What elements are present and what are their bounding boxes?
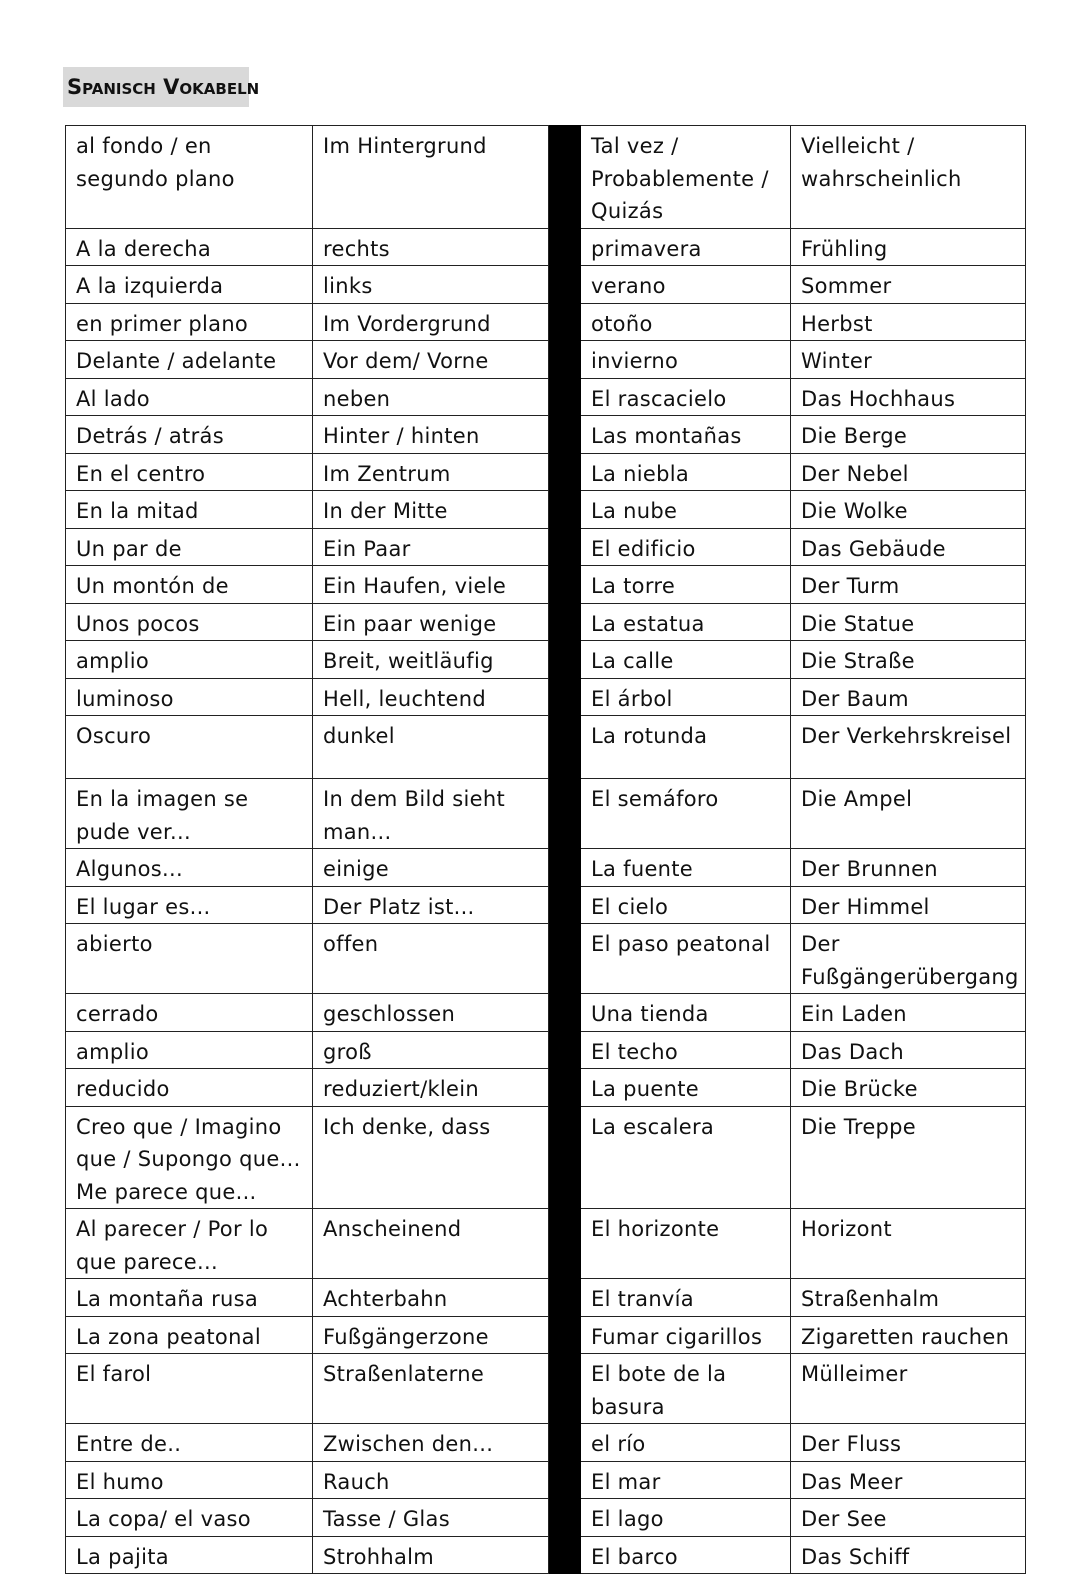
spanish-term-cell: A la derecha (66, 228, 313, 266)
spanish-term-cell: Una tienda (581, 994, 791, 1032)
table-row (66, 566, 1026, 604)
table-row (66, 1069, 1026, 1107)
spanish-term-cell: La fuente (581, 849, 791, 887)
column-separator (549, 453, 581, 491)
german-translation-cell: Der See (791, 1499, 1026, 1537)
table-row (66, 603, 1026, 641)
column-separator (549, 994, 581, 1032)
german-translation-cell: Das Schiff (791, 1536, 1026, 1574)
spanish-term-cell: Al parecer / Por lo que parece... (66, 1209, 313, 1279)
spanish-term-cell: El paso peatonal (581, 924, 791, 994)
german-translation-cell: Winter (791, 341, 1026, 379)
german-translation-cell: Im Vordergrund (313, 303, 549, 341)
german-translation-cell: Ich denke, dass (313, 1106, 549, 1209)
german-translation-cell: Das Hochhaus (791, 378, 1026, 416)
spanish-term-cell: La puente (581, 1069, 791, 1107)
german-translation-cell: Straßenhalm (791, 1279, 1026, 1317)
german-translation-cell: Der Himmel (791, 886, 1026, 924)
table-row (66, 228, 1026, 266)
spanish-term-cell: Algunos... (66, 849, 313, 887)
german-translation-cell: Die Wolke (791, 491, 1026, 529)
spanish-term-cell: invierno (581, 341, 791, 379)
column-separator (549, 641, 581, 679)
german-translation-cell: Der Nebel (791, 453, 1026, 491)
table-row (66, 341, 1026, 379)
spanish-term-cell: La escalera (581, 1106, 791, 1209)
column-separator (549, 341, 581, 379)
german-translation-cell: Der Turm (791, 566, 1026, 604)
column-separator (549, 266, 581, 304)
spanish-term-cell: Delante / adelante (66, 341, 313, 379)
table-row (66, 266, 1026, 304)
column-separator (549, 1069, 581, 1107)
german-translation-cell: dunkel (313, 716, 549, 779)
column-separator (549, 1461, 581, 1499)
german-translation-cell: Die Brücke (791, 1069, 1026, 1107)
column-separator (549, 1424, 581, 1462)
spanish-term-cell: La montaña rusa (66, 1279, 313, 1317)
table-row (66, 416, 1026, 454)
column-separator (549, 678, 581, 716)
column-separator (549, 528, 581, 566)
table-row (66, 994, 1026, 1032)
spanish-term-cell: amplio (66, 1031, 313, 1069)
spanish-term-cell: El rascacielo (581, 378, 791, 416)
table-row (66, 886, 1026, 924)
spanish-term-cell: el río (581, 1424, 791, 1462)
spanish-term-cell: Un montón de (66, 566, 313, 604)
column-separator (549, 716, 581, 779)
spanish-term-cell: Fumar cigarillos (581, 1316, 791, 1354)
spanish-term-cell: El horizonte (581, 1209, 791, 1279)
column-separator (549, 886, 581, 924)
spanish-term-cell: abierto (66, 924, 313, 994)
german-translation-cell: Achterbahn (313, 1279, 549, 1317)
column-separator (549, 1354, 581, 1424)
spanish-term-cell: El lago (581, 1499, 791, 1537)
german-translation-cell: Straßenlaterne (313, 1354, 549, 1424)
column-separator (549, 1209, 581, 1279)
table-row (66, 1031, 1026, 1069)
german-translation-cell: links (313, 266, 549, 304)
spanish-term-cell: Las montañas (581, 416, 791, 454)
spanish-term-cell: En la mitad (66, 491, 313, 529)
german-translation-cell: Ein Paar (313, 528, 549, 566)
german-translation-cell: Zwischen den... (313, 1424, 549, 1462)
column-separator (549, 1316, 581, 1354)
column-separator (549, 849, 581, 887)
table-row (66, 1279, 1026, 1317)
spanish-term-cell: El semáforo (581, 779, 791, 849)
column-separator (549, 924, 581, 994)
german-translation-cell: In der Mitte (313, 491, 549, 529)
table-row (66, 1499, 1026, 1537)
german-translation-cell: Hell, leuchtend (313, 678, 549, 716)
table-row (66, 1354, 1026, 1424)
column-separator (549, 603, 581, 641)
german-translation-cell: Das Meer (791, 1461, 1026, 1499)
german-translation-cell: Fußgängerzone (313, 1316, 549, 1354)
column-separator (549, 1536, 581, 1574)
german-translation-cell: neben (313, 378, 549, 416)
german-translation-cell: Das Dach (791, 1031, 1026, 1069)
spanish-term-cell: cerrado (66, 994, 313, 1032)
german-translation-cell: groß (313, 1031, 549, 1069)
spanish-term-cell: al fondo / en segundo plano (66, 126, 313, 229)
german-translation-cell: Der Fußgängerübergang (791, 924, 1026, 994)
german-translation-cell: Sommer (791, 266, 1026, 304)
spanish-term-cell: Oscuro (66, 716, 313, 779)
table-row (66, 924, 1026, 994)
spanish-term-cell: Al lado (66, 378, 313, 416)
german-translation-cell: geschlossen (313, 994, 549, 1032)
german-translation-cell: offen (313, 924, 549, 994)
german-translation-cell: Strohhalm (313, 1536, 549, 1574)
german-translation-cell: rechts (313, 228, 549, 266)
spanish-term-cell: El lugar es... (66, 886, 313, 924)
column-separator (549, 1031, 581, 1069)
column-separator (549, 1499, 581, 1537)
german-translation-cell: Der Fluss (791, 1424, 1026, 1462)
german-translation-cell: Ein Haufen, viele (313, 566, 549, 604)
spanish-term-cell: El farol (66, 1354, 313, 1424)
spanish-term-cell: La pajita (66, 1536, 313, 1574)
table-row (66, 1461, 1026, 1499)
german-translation-cell: Der Verkehrskreisel (791, 716, 1026, 779)
table-row (66, 303, 1026, 341)
table-row (66, 779, 1026, 849)
spanish-term-cell: El mar (581, 1461, 791, 1499)
spanish-term-cell: La rotunda (581, 716, 791, 779)
german-translation-cell: Im Hintergrund (313, 126, 549, 229)
spanish-term-cell: El árbol (581, 678, 791, 716)
column-separator (549, 228, 581, 266)
column-separator (549, 1106, 581, 1209)
column-separator (549, 303, 581, 341)
spanish-term-cell: La copa/ el vaso (66, 1499, 313, 1537)
german-translation-cell: Das Gebäude (791, 528, 1026, 566)
table-row (66, 1209, 1026, 1279)
spanish-term-cell: El techo (581, 1031, 791, 1069)
table-row (66, 641, 1026, 679)
spanish-term-cell: en primer plano (66, 303, 313, 341)
table-row (66, 453, 1026, 491)
german-translation-cell: In dem Bild sieht man... (313, 779, 549, 849)
spanish-term-cell: El tranvía (581, 1279, 791, 1317)
german-translation-cell: Frühling (791, 228, 1026, 266)
spanish-term-cell: En el centro (66, 453, 313, 491)
spanish-term-cell: Detrás / atrás (66, 416, 313, 454)
spanish-term-cell: Tal vez / Probablemente / Quizás (581, 126, 791, 229)
german-translation-cell: Anscheinend (313, 1209, 549, 1279)
german-translation-cell: Ein Laden (791, 994, 1026, 1032)
german-translation-cell: Herbst (791, 303, 1026, 341)
column-separator (549, 779, 581, 849)
spanish-term-cell: Creo que / Imagino que / Supongo que... Me parece que... (66, 1106, 313, 1209)
spanish-term-cell: La nube (581, 491, 791, 529)
table-row (66, 849, 1026, 887)
table-row (66, 1316, 1026, 1354)
german-translation-cell: Breit, weitläufig (313, 641, 549, 679)
spanish-term-cell: Unos pocos (66, 603, 313, 641)
column-separator (549, 126, 581, 229)
spanish-term-cell: amplio (66, 641, 313, 679)
spanish-term-cell: El cielo (581, 886, 791, 924)
german-translation-cell: Die Berge (791, 416, 1026, 454)
spanish-term-cell: El bote de la basura (581, 1354, 791, 1424)
german-translation-cell: Tasse / Glas (313, 1499, 549, 1537)
table-row (66, 491, 1026, 529)
spanish-term-cell: La estatua (581, 603, 791, 641)
german-translation-cell: Die Treppe (791, 1106, 1026, 1209)
vocabulary-table-body (66, 126, 1026, 1574)
spanish-term-cell: El humo (66, 1461, 313, 1499)
spanish-term-cell: Entre de.. (66, 1424, 313, 1462)
table-row (66, 678, 1026, 716)
german-translation-cell: Die Statue (791, 603, 1026, 641)
column-separator (549, 416, 581, 454)
spanish-term-cell: La calle (581, 641, 791, 679)
german-translation-cell: reduziert/klein (313, 1069, 549, 1107)
spanish-term-cell: A la izquierda (66, 266, 313, 304)
table-row (66, 1536, 1026, 1574)
german-translation-cell: einige (313, 849, 549, 887)
german-translation-cell: Im Zentrum (313, 453, 549, 491)
german-translation-cell: Zigaretten rauchen (791, 1316, 1026, 1354)
spanish-term-cell: El barco (581, 1536, 791, 1574)
german-translation-cell: Vielleicht / wahrscheinlich (791, 126, 1026, 229)
german-translation-cell: Die Ampel (791, 779, 1026, 849)
german-translation-cell: Mülleimer (791, 1354, 1026, 1424)
spanish-term-cell: luminoso (66, 678, 313, 716)
german-translation-cell: Rauch (313, 1461, 549, 1499)
column-separator (549, 566, 581, 604)
column-separator (549, 1279, 581, 1317)
spanish-term-cell: En la imagen se pude ver... (66, 779, 313, 849)
spanish-term-cell: El edificio (581, 528, 791, 566)
spanish-term-cell: verano (581, 266, 791, 304)
page-title: Spanisch Vokabeln (63, 67, 249, 107)
spanish-term-cell: reducido (66, 1069, 313, 1107)
german-translation-cell: Der Baum (791, 678, 1026, 716)
spanish-term-cell: Un par de (66, 528, 313, 566)
german-translation-cell: Der Brunnen (791, 849, 1026, 887)
table-row (66, 1424, 1026, 1462)
table-row (66, 378, 1026, 416)
german-translation-cell: Hinter / hinten (313, 416, 549, 454)
spanish-term-cell: La torre (581, 566, 791, 604)
german-translation-cell: Horizont (791, 1209, 1026, 1279)
table-row (66, 126, 1026, 229)
vocabulary-table (65, 125, 1026, 1574)
spanish-term-cell: La niebla (581, 453, 791, 491)
spanish-term-cell: primavera (581, 228, 791, 266)
german-translation-cell: Die Straße (791, 641, 1026, 679)
table-row (66, 716, 1026, 779)
table-row (66, 1106, 1026, 1209)
german-translation-cell: Der Platz ist... (313, 886, 549, 924)
german-translation-cell: Vor dem/ Vorne (313, 341, 549, 379)
spanish-term-cell: La zona peatonal (66, 1316, 313, 1354)
table-row (66, 528, 1026, 566)
spanish-term-cell: otoño (581, 303, 791, 341)
german-translation-cell: Ein paar wenige (313, 603, 549, 641)
column-separator (549, 378, 581, 416)
column-separator (549, 491, 581, 529)
